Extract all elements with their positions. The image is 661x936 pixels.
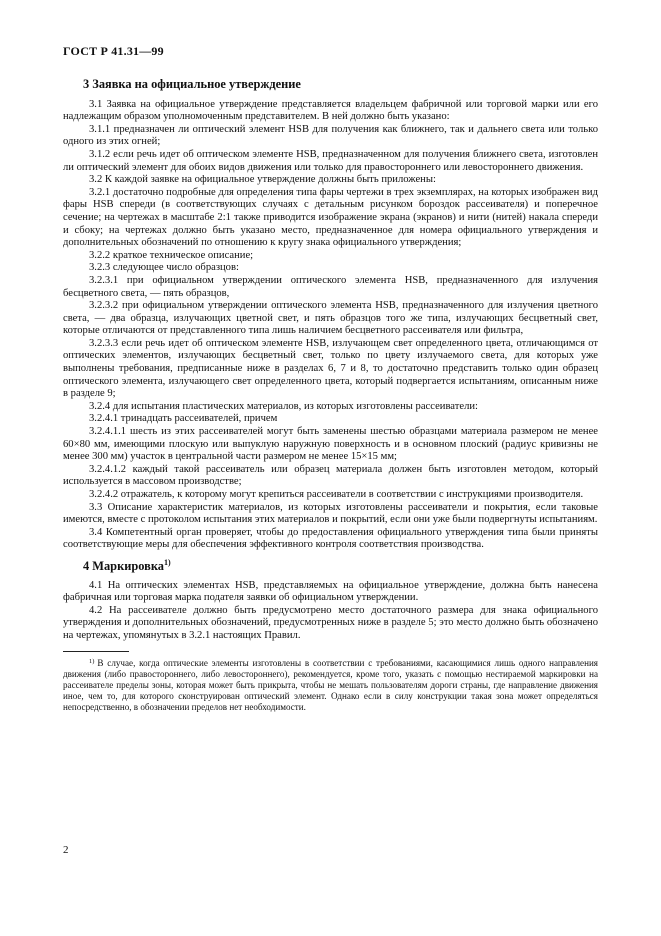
paragraph: 4.1 На оптических элементах HSB, представляемых на официальное утверждение, должна быть нанесена фабричная или торговая марка подателя заявки об официальном утверждении. (63, 579, 598, 604)
footnote-marker: 1) (89, 657, 95, 665)
section-4-text (63, 580, 598, 643)
footnote (63, 656, 598, 714)
footnote-text (63, 656, 598, 714)
document-body (63, 78, 598, 714)
page-number: 2 (63, 844, 69, 856)
section-4-heading-text: 4 Маркировка (83, 558, 164, 573)
paragraph: 3.1 Заявка на официальное утверждение представляется владельцем фабричной или торговой марки или его надлежащим образом уполномоченным представителем. В ней должно быть указано: (63, 98, 598, 123)
paragraph: 3.1.1 предназначен ли оптический элемент HSB для получения как ближнего, так и дальнего света или только одного из этих огней; (63, 123, 598, 148)
footnote-reference: 1) (163, 557, 171, 567)
paragraph: 3.2.4.1.1 шесть из этих рассеивателей могут быть заменены шестью образцами материала размером не менее 60×80 мм, имеющими плоскую или выпуклую наружную поверхность и в основном плоский (радиус кривизны не менее 300 мм) участок в центральной части размером не менее 15×15 мм; (63, 426, 598, 463)
footnote-body: В случае, когда оптические элементы изготовлены в соответствии с требованиями, касающимися лишь одного направления движения (либо правостороннего, либо левостороннего), рекомендуется, кроме того, указать с помощью нестираемой маркировки на рассеивателе пределы зоны, которая может быть прикрыта, чтобы не мешать пользователям дороги страны, где направление движения иное, чем то, для которого сконструирован оптический элемент. Однако если в силу конструкции такая зона может определяться непосредственно, в обозначении пределов нет необходимости. (63, 657, 598, 713)
paragraph: 3.2.1 достаточно подробные для определения типа фары чертежи в трех экземплярах, на которых изображен вид фары HSB спереди (в соответствующих случаях с детальным рисунком бороздок рассеивателя) и поперечное сечение; на чертежах в масштабе 2:1 также приводится изображение экрана (экранов) и нити (нитей) накала спереди и сбоку; на чертежах должно быть указано место, предназначенное для номера официального утверждения и дополнительных обозначений по отношению к кругу знака официального утверждения; (63, 186, 598, 249)
paragraph: 3.2.3.1 при официальном утверждении оптического элемента HSB, предназначенного для излучения бесцветного света, — пять образцов, (63, 274, 598, 299)
paragraph: 3.1.2 если речь идет об оптическом элементе HSB, предназначенном для получения ближнего света, изготовлен ли оптический элемент для обоих видов движения или только для правостороннего или левостороннего движения. (63, 148, 598, 173)
paragraph: 3.3 Описание характеристик материалов, из которых изготовлены рассеиватели и покрытия, если таковые имеются, вместе с протоколом испытания этих материалов и покрытий, если они уже были подвергнуты испытаниям. (63, 501, 598, 526)
paragraph: 3.2 К каждой заявке на официальное утверждение должны быть приложены: (89, 174, 436, 186)
paragraph: 3.2.3.3 если речь идет об оптическом элементе HSB, излучающем свет определенного цвета, отличающимся от оптических элементов, излучающих бесцветный свет, только по цвету излучаемого света, для которых уже выполнены требования, предписанные ниже в разделах 6, 7 и 8, то достаточно представить только один образец оптического элемента, излучающего свет определенного цвета, который подвергается испытаниям, описанным ниже в разделе 9; (63, 337, 598, 400)
paragraph: 3.2.2 краткое техническое описание; (89, 249, 254, 261)
paragraph: 3.2.4.2 отражатель, к которому могут крепиться рассеиватели в соответствии с инструкциями производителя. (89, 489, 584, 500)
paragraph: 3.2.4.1 тринадцать рассеивателей, причем (89, 413, 278, 425)
paragraph: 3.4 Компетентный орган проверяет, чтобы до предоставления официального утверждения типа были приняты соответствующие меры для обеспечения эффективного контроля соответствия производства. (63, 526, 598, 551)
section-3-heading: 3 Заявка на официальное утверждение (83, 77, 301, 91)
paragraph: 3.2.4 для испытания пластических материалов, из которых изготовлены рассеиватели: (89, 400, 478, 412)
paragraph: 3.2.4.1.2 каждый такой рассеиватель или образец материала должен быть изготовлен методом, который используется в массовом производстве; (63, 463, 598, 488)
section-3-text (63, 99, 598, 552)
paragraph: 3.2.3 следующее число образцов: (89, 262, 239, 274)
footnote-divider (63, 651, 129, 652)
paragraph: 4.2 На рассеивателе должно быть предусмотрено место достаточного размера для знака официального утверждения и дополнительных обозначений, предусмотренных ниже в разделе 5; это место должно быть обозначено на чертежах, упомянутых в 3.2.1 настоящих Правил. (63, 604, 598, 641)
document-header: ГОСТ Р 41.31—99 (63, 44, 164, 58)
paragraph: 3.2.3.2 при официальном утверждении оптического элемента HSB, предназначенного для излучения цветного света, — два образца, излучающих цветной свет, и пять образцов того же типа, излучающих бесцветный свет, которые отличаются от представленного типа лишь наличием бесцветного рассеивателя или фильтра, (63, 300, 598, 337)
section-4-heading (83, 557, 598, 573)
